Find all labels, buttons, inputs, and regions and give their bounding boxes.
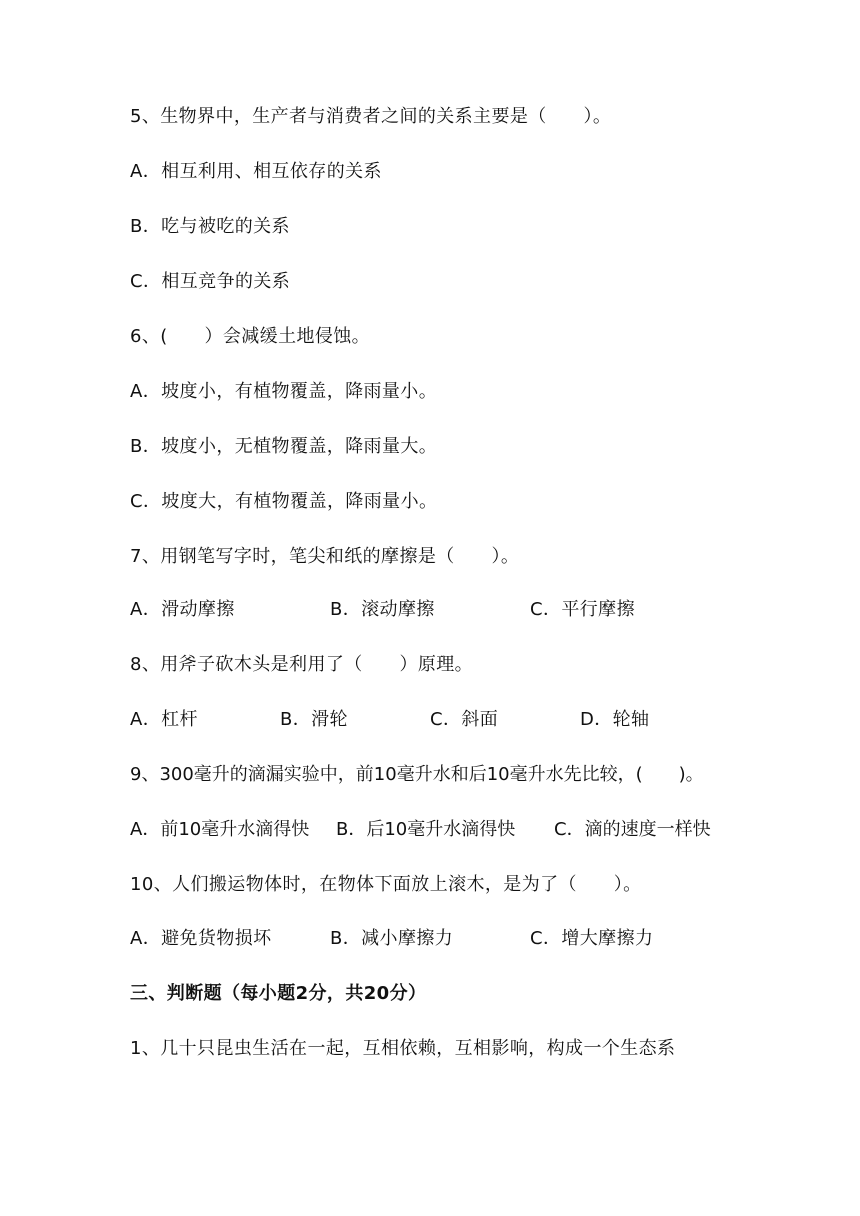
question-7-stem: 7、用钢笔写字时，笔尖和纸的摩擦是（ ）。	[130, 546, 520, 567]
question-10-option-a: A．避免货物损坏	[130, 928, 272, 949]
question-10-stem: 10、人们搬运物体时，在物体下面放上滚木，是为了（ ）。	[130, 874, 642, 895]
question-7-option-a: A．滑动摩擦	[130, 599, 235, 620]
question-6-option-b: B．坡度小，无植物覆盖，降雨量大。	[130, 436, 438, 457]
question-5-stem: 5、生物界中，生产者与消费者之间的关系主要是（ ）。	[130, 106, 612, 127]
question-7-option-b: B．滚动摩擦	[330, 599, 435, 620]
question-9-stem: 9、300毫升的滴漏实验中，前10毫升水和后10毫升水先比较，( )。	[130, 764, 704, 785]
question-6-stem: 6、( ）会减缓土地侵蚀。	[130, 326, 371, 347]
question-10-option-c: C．增大摩擦力	[530, 928, 654, 949]
question-6-option-c: C．坡度大，有植物覆盖，降雨量小。	[130, 491, 438, 512]
question-7-option-c: C．平行摩擦	[530, 599, 635, 620]
question-5-option-b: B．吃与被吃的关系	[130, 216, 290, 237]
question-8-option-b: B．滑轮	[280, 709, 348, 730]
question-5-option-c: C．相互竞争的关系	[130, 271, 291, 292]
question-10-option-b: B．减小摩擦力	[330, 928, 454, 949]
section-3-item-1: 1、几十只昆虫生活在一起，互相依赖，互相影响，构成一个生态系	[130, 1038, 676, 1059]
question-8-option-a: A．杠杆	[130, 709, 198, 730]
question-8-stem: 8、用斧子砍木头是利用了（ ）原理。	[130, 654, 474, 675]
question-8-option-c: C．斜面	[430, 709, 499, 730]
question-9-option-a: A．前10毫升水滴得快	[130, 819, 310, 840]
question-6-option-a: A．坡度小，有植物覆盖，降雨量小。	[130, 381, 438, 402]
question-5-option-a: A．相互利用、相互依存的关系	[130, 161, 382, 182]
question-8-option-d: D．轮轴	[580, 709, 650, 730]
question-9-option-b: B．后10毫升水滴得快	[336, 819, 516, 840]
section-3-heading: 三、判断题（每小题2分，共20分）	[130, 983, 427, 1004]
question-9-option-c: C．滴的速度一样快	[554, 819, 711, 840]
